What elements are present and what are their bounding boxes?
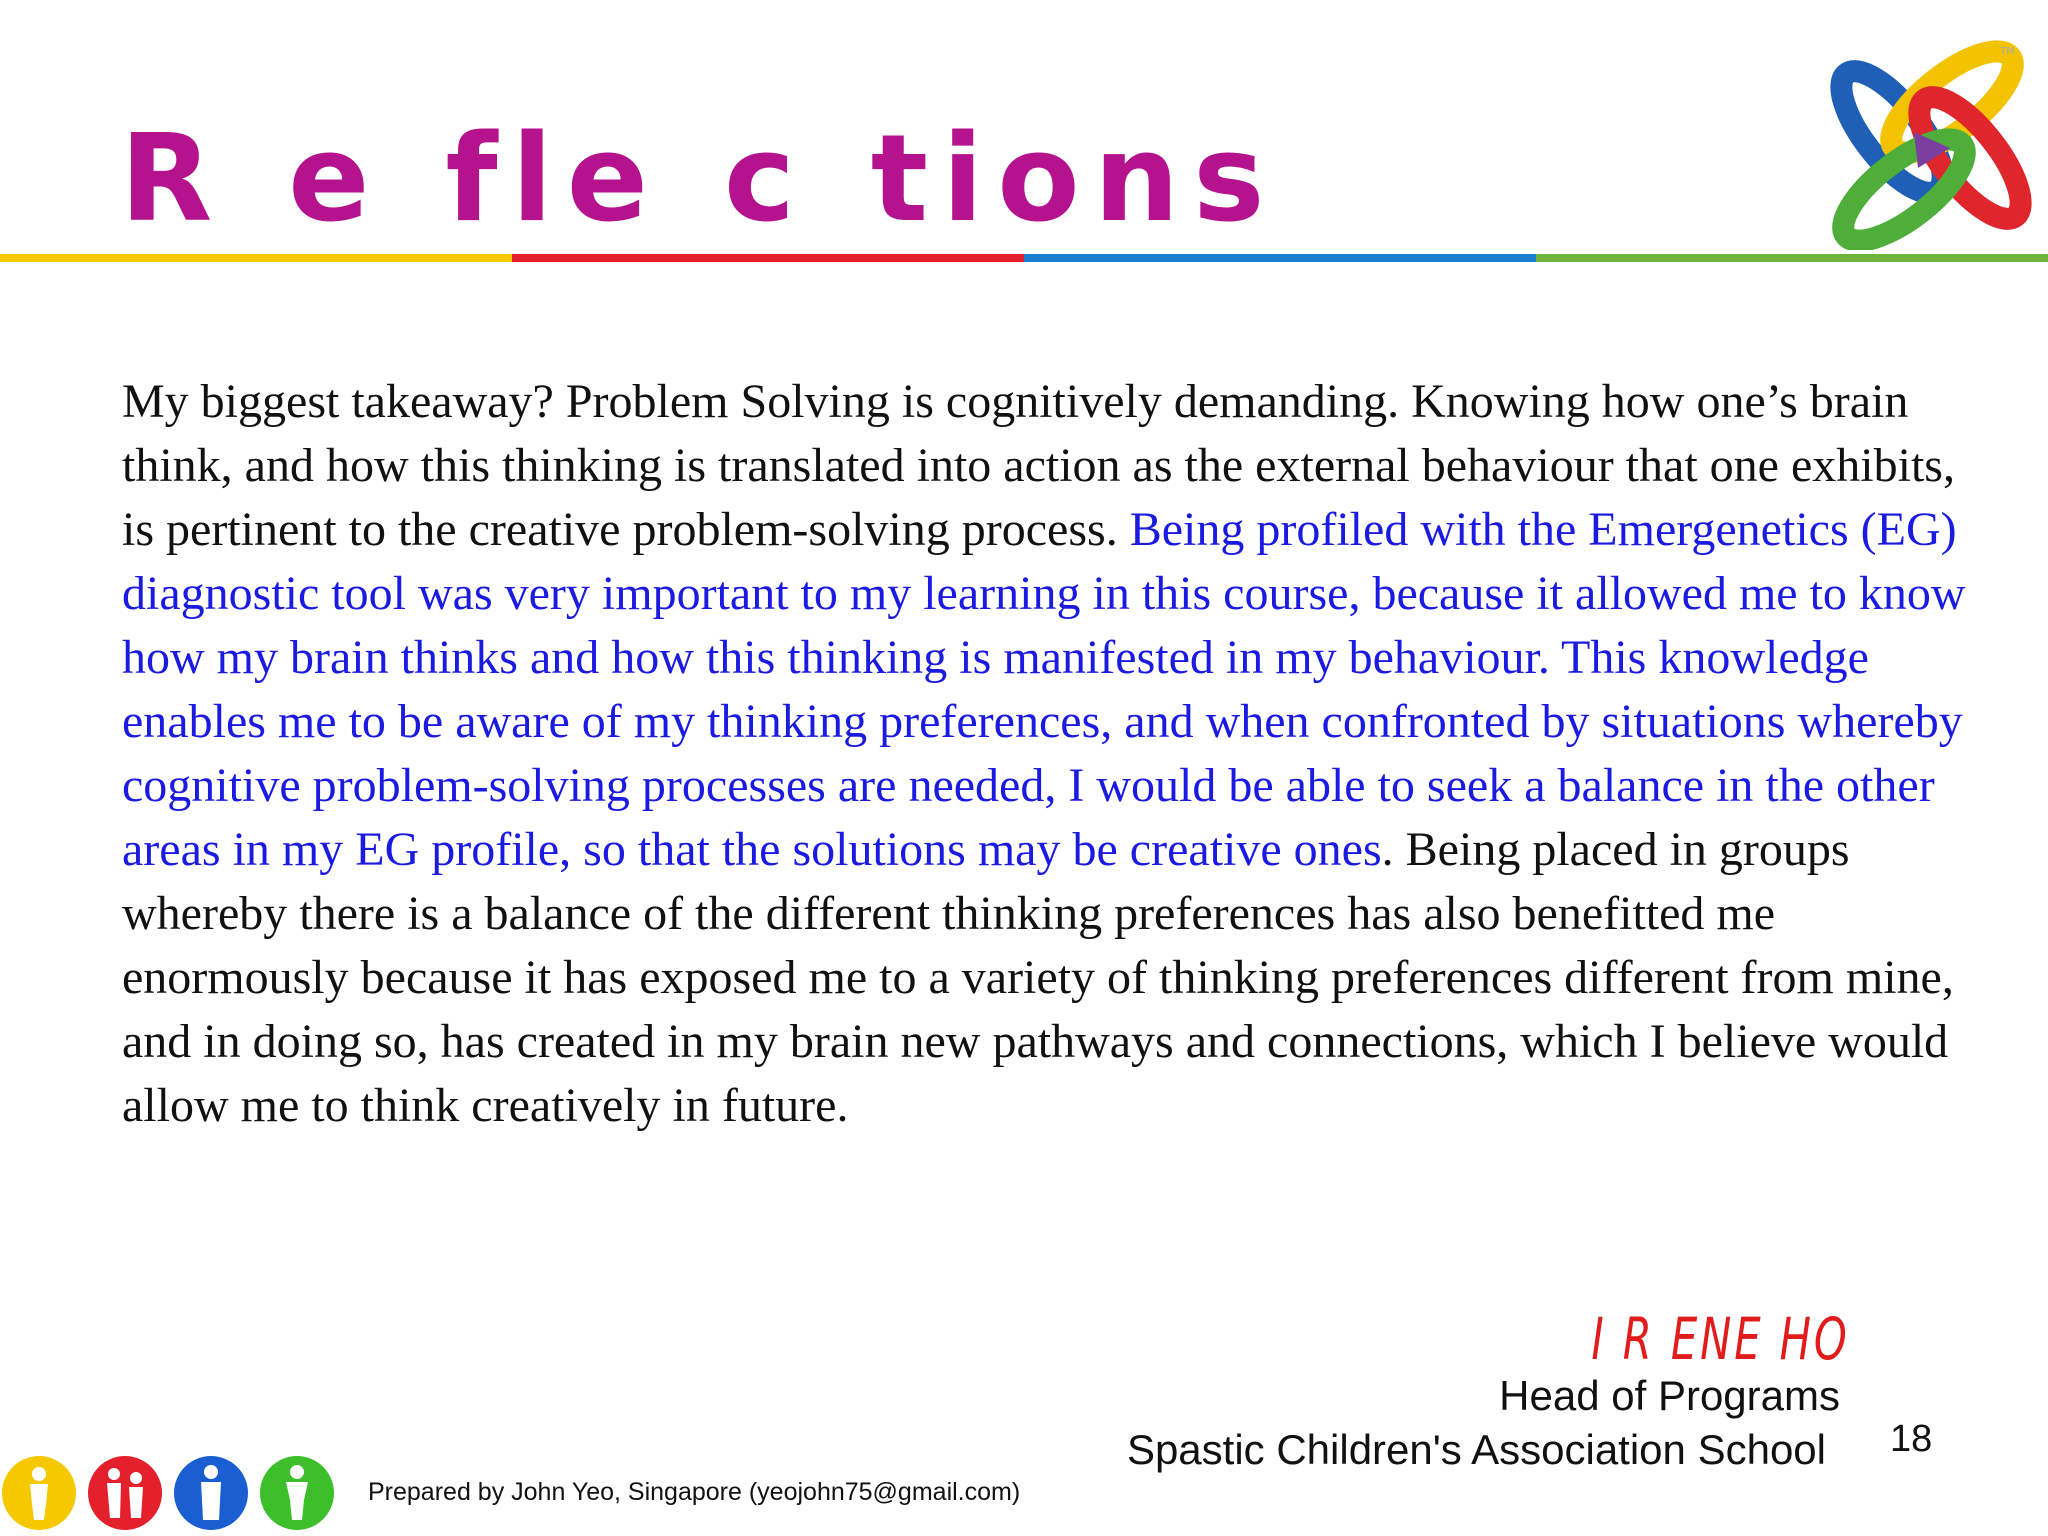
emergenetics-logo-icon	[1822, 40, 2032, 250]
footer-icons	[0, 1454, 336, 1532]
page-number: 18	[1890, 1418, 1933, 1460]
divider-blue	[1024, 254, 1536, 262]
title-divider	[0, 254, 2048, 262]
reflection-intro: My biggest takeaway? Problem Solving is cognitively demanding. Knowing how one’s brain think, and how this thinking is translated into action as the external behaviour that one exhibits, is pertinent to the creative problem-solving process.	[122, 375, 1955, 556]
signature-organization: Spastic Children's Association School	[1126, 1426, 1826, 1473]
slide-title: R e fle c tions	[120, 110, 1279, 249]
red-people-icon	[86, 1454, 164, 1532]
trademark-mark: TM	[2000, 46, 2015, 57]
divider-red	[512, 254, 1024, 262]
divider-yellow	[0, 254, 512, 262]
reflection-paragraph	[122, 370, 1972, 1138]
credit-line: Prepared by John Yeo, Singapore (yeojohn75@gmail.com)	[368, 1478, 1021, 1506]
signature-name: I R ENE HO	[1591, 1305, 1850, 1373]
yellow-person-icon	[0, 1454, 78, 1532]
reflection-outro: . Being placed in groups whereby there is a balance of the different thinking preferences has also benefitted me enormously because it has exposed me to a variety of thinking preferences different from mine, and in doing so, has created in my brain new pathways and connections, which I believe would allow me to think creatively in future.	[122, 823, 1954, 1132]
divider-green	[1536, 254, 2048, 262]
signature-role: Head of Programs	[1499, 1372, 1840, 1419]
green-person-icon	[258, 1454, 336, 1532]
reflection-highlight: Being profiled with the Emergenetics (EG) diagnostic tool was very important to my learning in this course, because it allowed me to know how my brain thinks and how this thinking is manifested in my behaviour. This knowledge enables me to be aware of my thinking preferences, and when confronted by situations whereby cognitive problem-solving processes are needed, I would be able to seek a balance in the other areas in my EG profile, so that the solutions may be creative ones	[122, 503, 1966, 876]
blue-person-icon	[172, 1454, 250, 1532]
